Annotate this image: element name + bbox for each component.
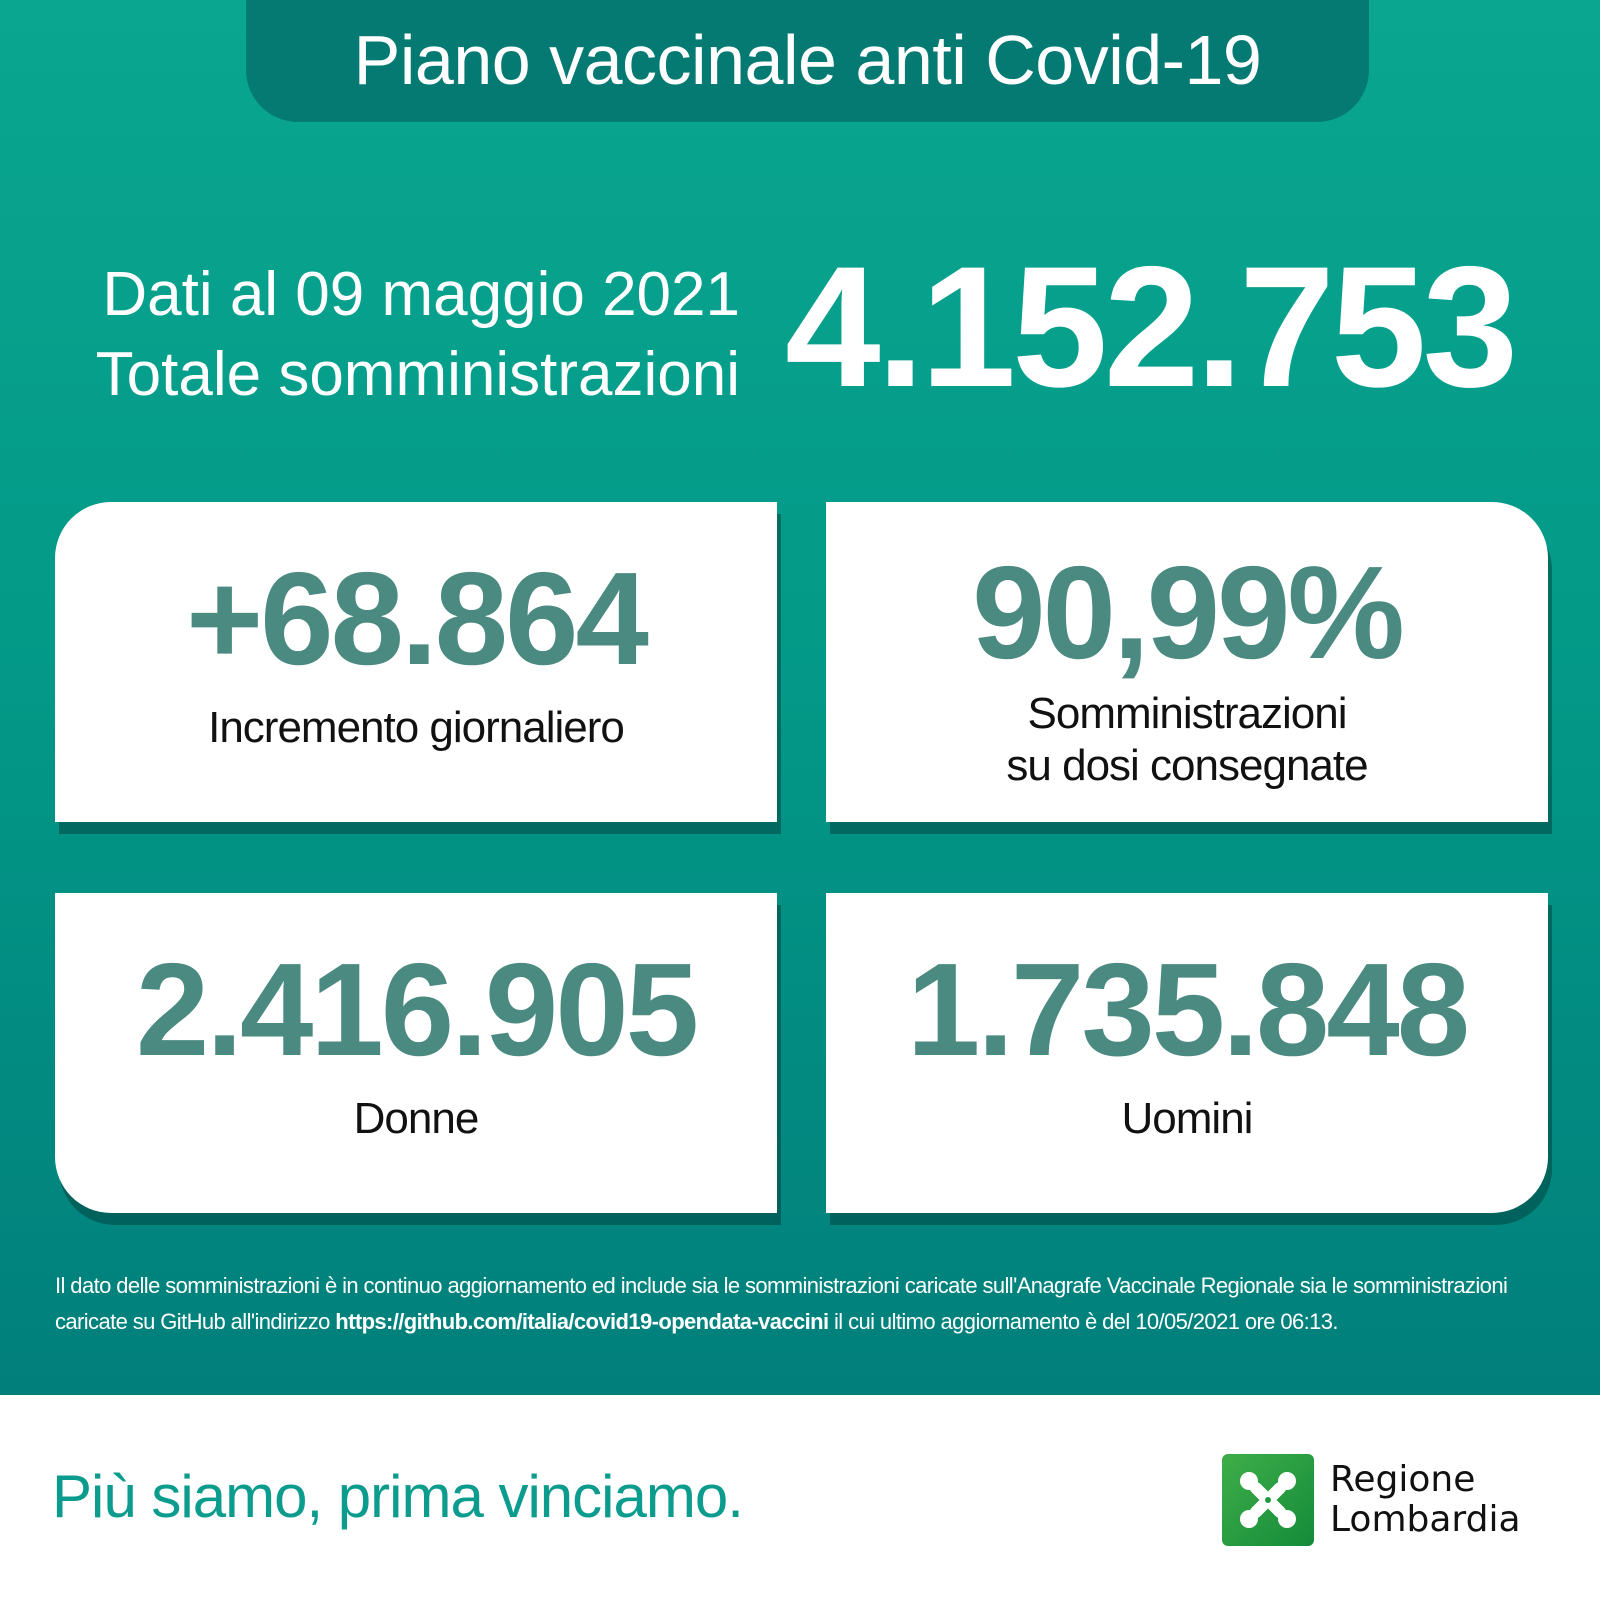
men-card <box>826 893 1548 1213</box>
men-label: Uomini <box>1121 1094 1253 1143</box>
daily-increment-label: Incremento giornaliero <box>208 703 624 752</box>
date-line: Dati al 09 maggio 2021 <box>102 260 740 329</box>
logo-line-regione: Regione <box>1330 1459 1476 1500</box>
doses-ratio-label-line1: Somministrazioni <box>1027 689 1347 738</box>
summary-labels <box>60 255 740 415</box>
title-banner <box>246 0 1369 122</box>
doses-ratio-label <box>1006 688 1367 792</box>
doses-ratio-label-line2: su dosi consegnate <box>1006 741 1368 790</box>
rosa-camuna-icon <box>1222 1454 1314 1546</box>
women-value: 2.416.905 <box>135 936 697 1083</box>
total-value: 4.152.753 <box>785 231 1515 423</box>
daily-increment-card <box>55 502 777 822</box>
daily-increment-value: +68.864 <box>186 545 646 692</box>
data-note <box>55 1268 1545 1340</box>
data-note-text-end: il cui ultimo aggiornamento è del 10/05/2021 ore 06:13. <box>828 1309 1338 1334</box>
slogan: Più siamo, prima vinciamo. <box>52 1463 743 1530</box>
doses-ratio-card <box>826 502 1548 822</box>
logo-wordmark <box>1330 1460 1521 1540</box>
logo-line-lombardia: Lombardia <box>1330 1499 1521 1540</box>
data-note-text: Il dato delle somministrazioni è in continuo aggiornamento ed include sia le somministrazioni caricate sull'Anagrafe Vaccinale Regionale sia le somministrazioni caricate su GitHub all'indirizzo <box>55 1273 1508 1334</box>
women-label: Donne <box>353 1094 479 1143</box>
doses-ratio-value: 90,99% <box>972 539 1402 686</box>
men-value: 1.735.848 <box>906 936 1468 1083</box>
total-label: Totale somministrazioni <box>95 340 740 409</box>
page-title: Piano vaccinale anti Covid-19 <box>353 21 1262 99</box>
github-link[interactable]: https://github.com/italia/covid19-opendata-vaccini <box>335 1309 829 1334</box>
regione-lombardia-logo <box>1222 1452 1552 1548</box>
rosa-camuna-glyph <box>1233 1465 1303 1535</box>
women-card <box>55 893 777 1213</box>
